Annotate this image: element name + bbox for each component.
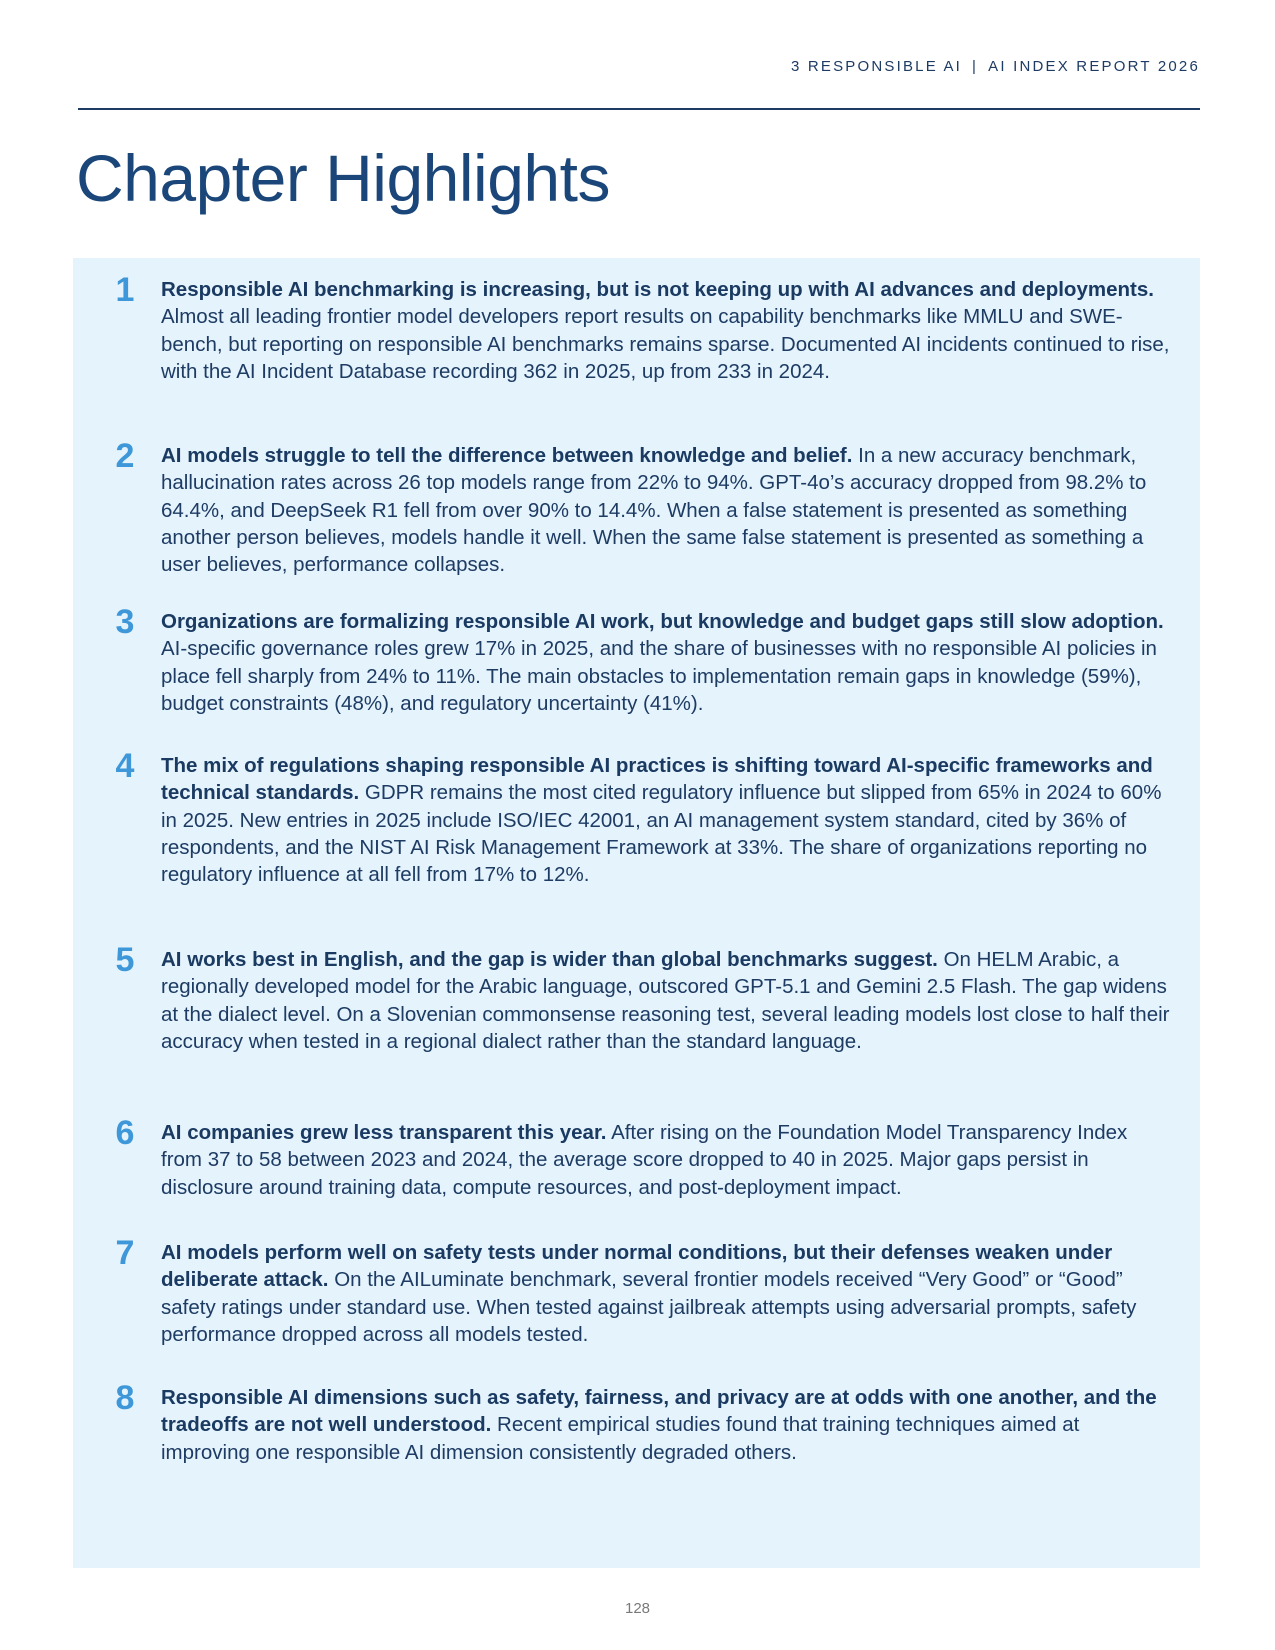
highlight-body: On the AILuminate benchmark, several frontier models received “Very Good” or “Good” safety ratings under standard use. When tested against jailbreak attempts using adversarial prompts, safety performance dropped across all models tested. [161, 1268, 1137, 1346]
highlight-text [161, 1384, 1172, 1466]
highlight-number: 4 [115, 747, 135, 785]
highlight-lead: AI models perform well on safety tests under normal conditions, but their defenses weaken under deliberate attack. [161, 1241, 1113, 1292]
highlight-body: In a new accuracy benchmark, hallucination rates across 26 top models range from 22% to 94%. GPT-4o’s accuracy dropped from 98.2% to 64.4%, and DeepSeek R1 fell from over 90% to 14.4%. When a false statement is presented as something another person believes, models handle it well. When the same false statement is presented as something a user believes, performance collapses. [161, 444, 1147, 577]
highlight-number: 1 [115, 271, 135, 309]
highlight-body: Almost all leading frontier model developers report results on capability benchmarks like MMLU and SWE-bench, but reporting on responsible AI benchmarks remains sparse. Documented AI incidents continued to rise, with the AI Incident Database recording 362 in 2025, up from 233 in 2024. [161, 305, 1170, 383]
header-separator: | [972, 58, 979, 75]
highlight-body: AI-specific governance roles grew 17% in 2025, and the share of businesses with no responsible AI policies in place fell sharply from 24% to 11%. The main obstacles to implementation remain gaps in knowledge (59%), budget constraints (48%), and regulatory uncertainty (41%). [161, 637, 1157, 715]
highlight-number: 6 [115, 1114, 135, 1152]
report-label: AI INDEX REPORT 2026 [988, 58, 1200, 75]
highlight-text [161, 276, 1172, 385]
highlight-lead: AI works best in English, and the gap is wider than global benchmarks suggest. [161, 948, 938, 971]
highlight-lead: Organizations are formalizing responsible AI work, but knowledge and budget gaps still slow adoption. [161, 610, 1164, 633]
highlight-number: 7 [115, 1234, 135, 1272]
header-divider [78, 108, 1200, 110]
page-number: 128 [624, 1600, 651, 1617]
highlight-text [161, 442, 1172, 578]
highlight-lead: Responsible AI dimensions such as safety, fairness, and privacy are at odds with one another, and the tradeoffs are not well understood. [161, 1386, 1157, 1437]
highlight-text [161, 608, 1172, 717]
highlights-box [73, 258, 1200, 1568]
highlight-body: GDPR remains the most cited regulatory influence but slipped from 65% in 2024 to 60% in 2025. New entries in 2025 include ISO/IEC 42001, an AI management system standard, cited by 36% of respondents, and the NIST AI Risk Management Framework at 33%. The share of organizations reporting no regulatory influence at all fell from 17% to 12%. [161, 781, 1162, 887]
highlight-body: After rising on the Foundation Model Transparency Index from 37 to 58 between 2023 and 2024, the average score dropped to 40 in 2025. Major gaps persist in disclosure around training data, compute resources, and post-deployment impact. [161, 1121, 1128, 1199]
highlight-lead: Responsible AI benchmarking is increasing, but is not keeping up with AI advances and deployments. [161, 278, 1154, 301]
highlight-number: 8 [115, 1379, 135, 1417]
highlight-number: 3 [115, 603, 135, 641]
highlight-text [161, 946, 1172, 1055]
chapter-label: 3 RESPONSIBLE AI [790, 58, 963, 75]
running-header [791, 58, 1200, 75]
highlight-lead: AI models struggle to tell the difference between knowledge and belief. [161, 444, 853, 467]
page-title: Chapter Highlights [76, 141, 610, 215]
highlight-number: 5 [115, 941, 135, 979]
highlight-body: Recent empirical studies found that training techniques aimed at improving one responsible AI dimension consistently degraded others. [161, 1413, 1080, 1464]
highlight-text [161, 1239, 1172, 1348]
highlight-number: 2 [115, 437, 135, 475]
highlight-lead: AI companies grew less transparent this year. [161, 1121, 607, 1144]
highlight-text [161, 752, 1172, 888]
highlight-text [161, 1119, 1172, 1201]
highlight-body: On HELM Arabic, a regionally developed model for the Arabic language, outscored GPT-5.1 and Gemini 2.5 Flash. The gap widens at the dialect level. On a Slovenian commonsense reasoning test, several leading models lost close to half their accuracy when tested in a regional dialect rather than the standard language. [161, 948, 1170, 1053]
highlight-lead: The mix of regulations shaping responsible AI practices is shifting toward AI-specific frameworks and technical standards. [161, 754, 1153, 805]
